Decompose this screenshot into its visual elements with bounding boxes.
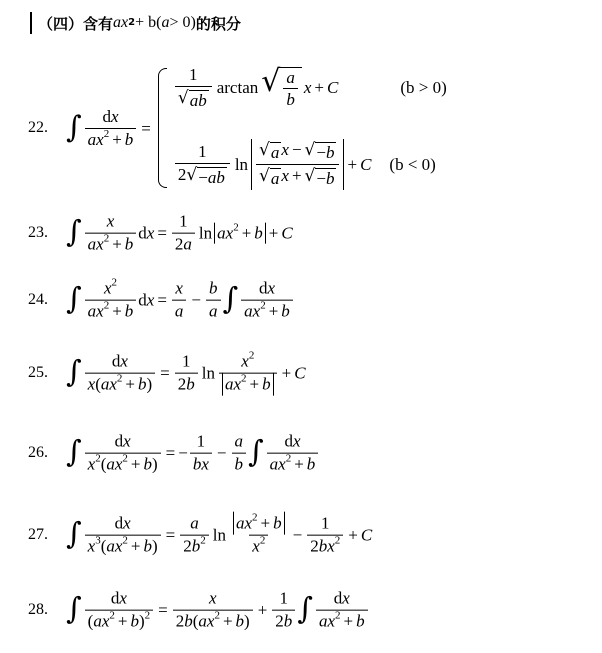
- heading-expr-a: ax: [113, 14, 129, 31]
- formula-body: ∫ $\frac{dx}{ax^2 + b}$ = 1 √ ab arctan √ $\frac{a}{b}$ x + C (b > 0) 1 2 √ −ab ln √ a x − √ −b √ a x + √ −b + C (b < 0): [66, 63, 447, 189]
- heading-expr-rest: + b(: [135, 14, 162, 31]
- formula-number: 24.: [28, 291, 48, 308]
- formula-body: ∫ $\frac{x}{ax^2 + b}$ dx = $\frac{1}{2a}$ ln $ax^2 + b$ + C: [66, 211, 293, 254]
- case-condition: (b > 0): [400, 78, 447, 98]
- integral-sign: ∫: [66, 592, 82, 627]
- formula-number: 26.: [28, 444, 48, 461]
- integral-sign: ∫: [66, 435, 82, 470]
- formula-body: ∫ $\frac{dx}{x(ax^2 + b)}$ = $\frac{1}{2b}$ ln $\frac{x^2}{ax^2 + b}$ + C: [66, 349, 306, 394]
- cases: [173, 63, 447, 190]
- formula-number: 25.: [28, 364, 48, 381]
- formula-body: ∫ $\frac{dx}{(ax^2 + b)^2}$ = $\frac{x}{2b(ax^2 + b)}$ + $\frac{1}{2b}$ ∫ $\frac{dx}{ax^2 + b}$: [66, 590, 370, 631]
- heading-prefix: （四）含有: [38, 14, 114, 33]
- heading-expr-cond: a: [161, 14, 170, 31]
- fraction: $\frac{dx}{ax^2 + b}$: [85, 108, 137, 149]
- heading-bar: [30, 12, 32, 34]
- formula-body: ∫ $\frac{dx}{x^3(ax^2 + b)}$ = $\frac{a}{2b^2}$ ln $\frac{ax^2 + b}{x^2}$ − $\frac{1}{2bx^2}$ + C: [66, 511, 373, 556]
- integral-sign: ∫: [66, 215, 82, 250]
- integral-sign: ∫: [66, 282, 82, 317]
- integral-sign: ∫: [66, 355, 82, 390]
- section-heading: （四）含有 ax 2 + b( a > 0) 的积分: [30, 10, 241, 36]
- case-row: 1 √ ab arctan √ $\frac{a}{b}$ x + C (b > 0): [173, 66, 447, 110]
- heading-suffix: 的积分: [195, 14, 241, 33]
- formula-number: 23.: [28, 224, 48, 241]
- formula-body: ∫ $\frac{x^2}{ax^2 + b}$ dx = $\frac{x}{a}$ − $\frac{b}{a}$ ∫ $\frac{dx}{ax^2 + b}$: [66, 280, 295, 321]
- cases-brace: [158, 68, 167, 188]
- formula-number: 28.: [28, 601, 48, 618]
- formula-number: 22.: [28, 119, 48, 136]
- formula-number: 27.: [28, 526, 48, 543]
- heading-expr-gt: > 0): [169, 14, 196, 31]
- integral-sign: ∫: [66, 110, 82, 145]
- integral-sign: ∫: [66, 517, 82, 552]
- case-condition: (b < 0): [389, 155, 436, 175]
- case-row: 1 2 √ −ab ln √ a x − √ −b √ a x + √ −b + C (b < 0): [173, 139, 447, 190]
- formula-body: ∫ $\frac{dx}{x^2(ax^2 + b)}$ = − $\frac{1}{bx}$ − $\frac{a}{b}$ ∫ $\frac{dx}{ax^2 + b}$: [66, 433, 320, 474]
